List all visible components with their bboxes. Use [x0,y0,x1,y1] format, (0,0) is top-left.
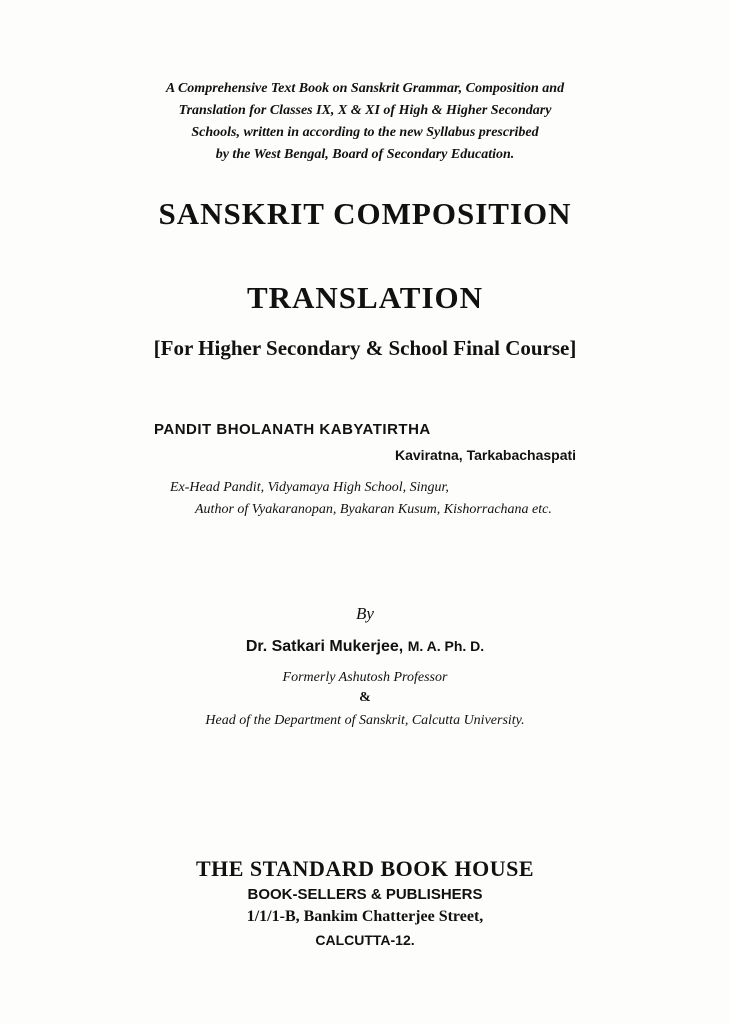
publisher-address: 1/1/1-B, Bankim Chatterjee Street, [246,908,484,925]
original-author-position: Ex-Head Pandit, Vidyamaya High School, Singur, [170,480,449,495]
publisher-name: THE STANDARD BOOK HOUSE [195,856,535,881]
editor-name: Dr. Satkari Mukerjee, [245,638,404,655]
book-title-line-2: TRANSLATION [246,280,484,315]
course-subtitle: [For Higher Secondary & School Final Course] [153,336,577,360]
publisher-role: BOOK-SELLERS & PUBLISHERS [247,886,483,903]
intro-line-4: by the West Bengal, Board of Secondary Education. [215,147,515,162]
publisher-city: CALCUTTA-12. [315,932,415,948]
editor-department: Head of the Department of Sanskrit, Calcutta University. [205,713,525,728]
editor-ampersand: & [359,690,371,705]
intro-line-1: A Comprehensive Text Book on Sanskrit Grammar, Composition and [165,81,565,96]
original-author-works: Author of Vyakaranopan, Byakaran Kusum, Kishorrachana etc. [195,502,552,517]
editor-degrees: M. A. Ph. D. [407,638,485,654]
original-author-honors: Kaviratna, Tarkabachaspati [395,447,577,463]
intro-line-3: Schools, written in according to the new Syllabus prescribed [191,125,539,140]
by-label: By [356,604,374,623]
original-author-name: PANDIT BHOLANATH KABYATIRTHA [154,421,431,438]
intro-line-2: Translation for Classes IX, X & XI of High & Higher Secondary [178,103,552,118]
book-title: SANSKRIT COMPOSITION [158,196,572,231]
editor-former-position: Formerly Ashutosh Professor [282,670,448,685]
editor-name-line [0,638,730,656]
